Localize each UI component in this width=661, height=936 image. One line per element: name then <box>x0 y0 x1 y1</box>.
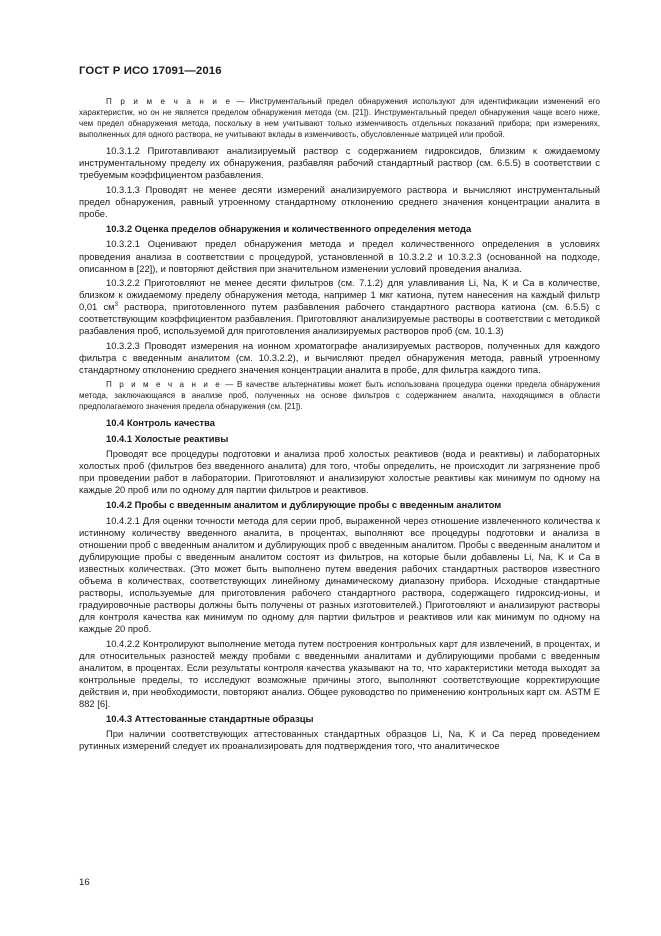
note-text: — Инструментальный предел обнаружения используют для идентификации изменений его характеристик, но он не является пределом обнаружения метода (см. [21]). Инструментальный предел обнаружения чаще всего ниже, чем предел обнаружения метода, поскольку в нем учитывают только изменчивость отдельных показаний прибора; при измерениях, выполненных для одного раствора, не учитывают вклады в изменчивость, обусловленные матрицей или пробой. <box>79 97 600 140</box>
page-header-title: ГОСТ Р ИСО 17091—2016 <box>79 65 222 77</box>
paragraph-10-3-2-3: 10.3.2.3 Проводят измерения на ионном хроматографе анализируемых растворов, полученных для каждого фильтра с введенным аналитом (см. 10.3.2.2), и вычисляют предел обнаружения метода, равный утроенному стандартному отклонению среднего значения концентрации аналита в пробе, для фильтра каждого типа. <box>79 340 600 376</box>
heading-10-4-2: 10.4.2 Пробы с введенным аналитом и дублирующие пробы с введенным аналитом <box>106 499 502 511</box>
paragraph-10-4-1: Проводят все процедуры подготовки и анализа проб холостых реактивов (вода и реактивы) и лабораторных холостых проб (фильтров без введенного аналита) для того, чтобы определить, не происходит ли загрязнение проб при проведении работ в лаборатории. Приготовляют и анализируют холостые реактивы как минимум по одному на каждые 20 проб или по одному для партии фильтров и реактивов. <box>79 448 600 496</box>
heading-10-4-3: 10.4.3 Аттестованные стандартные образцы <box>106 712 314 724</box>
note-instrumental-limit <box>79 96 600 140</box>
paragraph-10-4-3: При наличии соответствующих аттестованных стандартных образцов Li, Na, K и Ca перед проведением рутинных измерений следует их проанализировать для подтверждения того, что аналитическое <box>79 728 600 752</box>
paragraph-10-3-1-3: 10.3.1.3 Проводят не менее десяти измерений анализируемого раствора и вычисляют инструментальный предел обнаружения, равный утроенному стандартному отклонению среднего значения концентрации аналита в пробе. <box>79 184 600 220</box>
note-text: — В качестве альтернативы может быть использована процедура оценки предела обнаружения метода, заключающаяся в анализе проб, полученных на основе фильтров с содержанием аналита, находящимся в области предполагаемого значения предела обнаружения (см. [21]). <box>79 379 600 411</box>
paragraph-10-3-2-1: 10.3.2.1 Оценивают предел обнаружения метода и предел количественного определения в условиях проведения анализа в соответствии с процедурой, установленной в 10.3.2.2 и 10.3.2.3 (основанной на подходе, описанном в [22]), и повторяют действия при значительном изменении условий проведения анализа. <box>79 238 600 274</box>
document-body <box>79 96 600 755</box>
note-alternative-procedure <box>79 379 600 412</box>
heading-10-4-1: 10.4.1 Холостые реактивы <box>106 432 229 444</box>
page-number: 16 <box>79 877 90 888</box>
paragraph-10-3-1-2: 10.3.1.2 Приготавливают анализируемый раствор с содержанием гидроксидов, близким к ожидаемому инструментальному пределу их обнаружения, разбавляя рабочий стандартный раствор (см. 6.5.5) в соответствии с требуемым коэффициентом разбавления. <box>79 145 600 181</box>
note-label: П р и м е ч а н и е <box>106 379 222 389</box>
paragraph-10-4-2-1: 10.4.2.1 Для оценки точности метода для серии проб, выраженной через отношение извлеченного количества к истинному количеству введенного аналита, в процентах, выполняют все процедуры подготовки и анализа в отношении проб с введенным аналитом и дублирующих проб с введенным аналитом. Пробы с введенным аналитом и дублирующие пробы с введенным аналитом состоят из фильтров, на которые были добавлены Li, Na, K и Ca в известных количествах. (Это может быть выполнено путем введения рабочих стандартных растворов известного объема в количествах, соответствующих линейному динамическому диапазону прибора. Исходные стандартные растворы, используемые для приготовления рабочего стандартного раствора, содержащего гидроксид-ионы, и градуировочные растворы должны быть получены от разных изготовителей.) Приготовляют и анализируют растворы для контроля качества как минимум по одному для партии фильтров и реактивов или как минимум по одному на каждые 20 проб. <box>79 514 600 635</box>
paragraph-10-3-2-2-part-b: раствора, приготовленного путем разбавления рабочего стандартного раствора катиона (см. 6.5.5) с соответствующим коэффициентом разбавления. Приготовляют анализируемые растворы в соответствии с методикой разбавления проб, используемой для приготовления анализируемых растворов проб (см. 10.1.3) <box>79 301 601 337</box>
superscript-cube: 3 <box>114 302 118 309</box>
paragraph-10-3-2-2 <box>79 277 600 337</box>
paragraph-10-4-2-2: 10.4.2.2 Контролируют выполнение метода путем построения контрольных карт для извлечений, в процентах, и для относительных разностей между пробами с введенными аналитами и дублирующими пробами с введенным аналитом, в процентах. Если результаты контроля качества указывают на то, что характеристики метода выходят за контрольные пределы, то исследуют возможные причины этого, выполняют соответствующие корректирующие действия и, при необходимости, повторяют анализ. Общее руководство по применению контрольных карт см. ASTM E 882 [6]. <box>79 637 600 710</box>
note-label: П р и м е ч а н и е <box>106 97 232 106</box>
paragraph-10-3-2-2-part-a: 10.3.2.2 Приготовляют не менее десяти фильтров (см. 7.1.2) для улавливания Li, Na, K и Ca в количестве, близком к ожидаемому пределу обнаружения метода, например 1 мкг катиона, путем нанесения на каждый фильтр 0,01 см <box>79 277 600 313</box>
heading-10-4: 10.4 Контроль качества <box>106 417 215 429</box>
heading-10-3-2: 10.3.2 Оценка пределов обнаружения и количественного определения метода <box>106 222 472 234</box>
